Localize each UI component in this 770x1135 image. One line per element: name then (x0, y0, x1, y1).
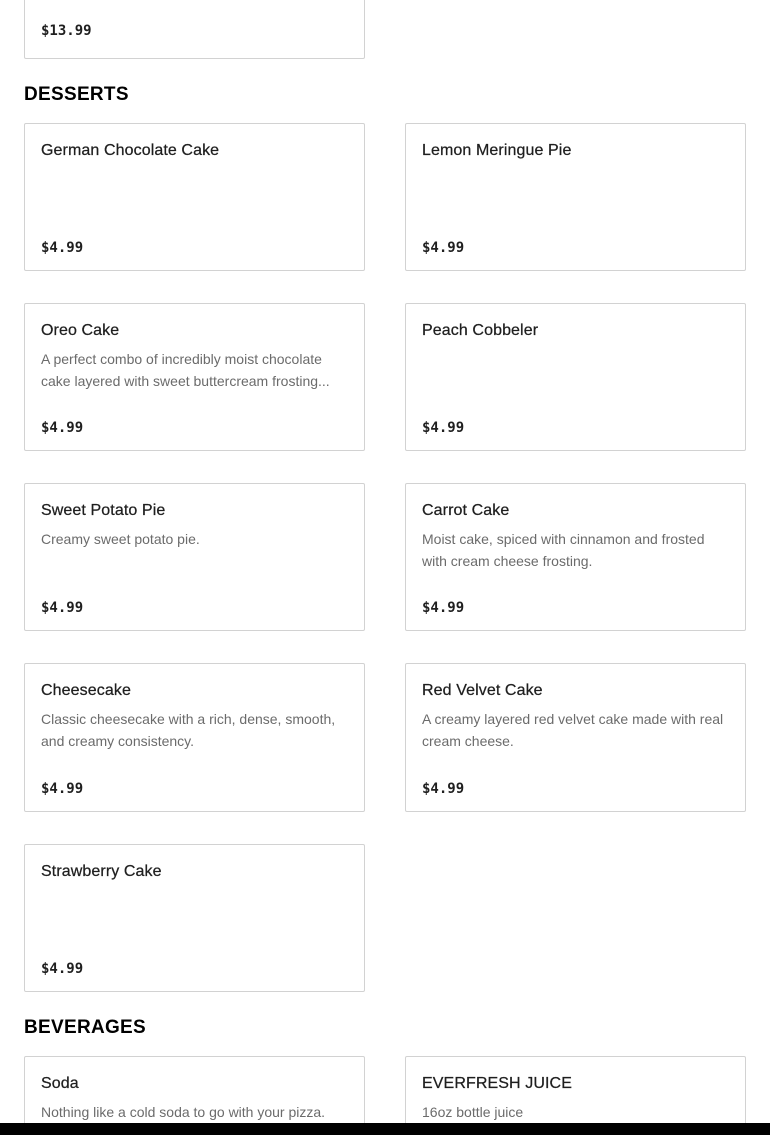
menu-item-price: $4.99 (41, 600, 84, 616)
menu-item-card[interactable] (24, 303, 365, 451)
menu-item-card[interactable] (24, 663, 365, 812)
menu-item-description: Creamy sweet potato pie. (41, 531, 200, 547)
menu-item-name: EVERFRESH JUICE (422, 1075, 572, 1092)
section-title-beverages: BEVERAGES (24, 1017, 147, 1038)
menu-item-card[interactable] (405, 663, 746, 812)
menu-item-name: Sweet Potato Pie (41, 502, 166, 519)
menu-item-name: Lemon Meringue Pie (422, 142, 572, 159)
section-title-desserts: DESSERTS (24, 84, 129, 105)
menu-item-card[interactable] (24, 123, 365, 271)
menu-item-price: $4.99 (422, 781, 465, 797)
menu-item-name: Peach Cobbeler (422, 322, 539, 339)
menu-item-description: Nothing like a cold soda to go with your pizza. (41, 1104, 326, 1120)
menu-item-price: $4.99 (41, 240, 84, 256)
menu-item-name: Red Velvet Cake (422, 682, 543, 699)
menu-item-name: Oreo Cake (41, 322, 120, 339)
menu-item-name: Carrot Cake (422, 502, 510, 519)
menu-item-name: Strawberry Cake (41, 863, 162, 880)
menu-item-price: $4.99 (41, 781, 84, 797)
menu-item-name: Cheesecake (41, 682, 131, 699)
bottom-bar (0, 1123, 770, 1135)
menu-item-price: $4.99 (422, 600, 465, 616)
menu-item-card[interactable] (405, 303, 746, 451)
menu-item-price: $13.99 (41, 23, 92, 39)
menu-item-price: $4.99 (41, 420, 84, 436)
menu-item-description: A creamy layered red velvet cake made with real cream cheese. (422, 711, 724, 749)
menu-item-price: $4.99 (422, 420, 465, 436)
menu-item-card[interactable] (405, 123, 746, 271)
menu-item-description: Classic cheesecake with a rich, dense, smooth, and creamy consistency. (41, 711, 336, 749)
menu-item-name: Soda (41, 1075, 79, 1092)
menu-item-card[interactable] (24, 483, 365, 631)
menu-item-price: $4.99 (41, 961, 84, 977)
menu-item-card[interactable] (24, 844, 365, 992)
menu-item-description: A perfect combo of incredibly moist chocolate cake layered with sweet buttercream frosting... (41, 351, 330, 389)
menu-item-description: Moist cake, spiced with cinnamon and frosted with cream cheese frosting. (422, 531, 705, 569)
menu-item-name: German Chocolate Cake (41, 142, 220, 159)
menu-item-card[interactable] (24, 0, 365, 59)
menu-item-price: $4.99 (422, 240, 465, 256)
menu-item-description: 16oz bottle juice (422, 1104, 524, 1120)
menu-item-card[interactable] (405, 483, 746, 631)
